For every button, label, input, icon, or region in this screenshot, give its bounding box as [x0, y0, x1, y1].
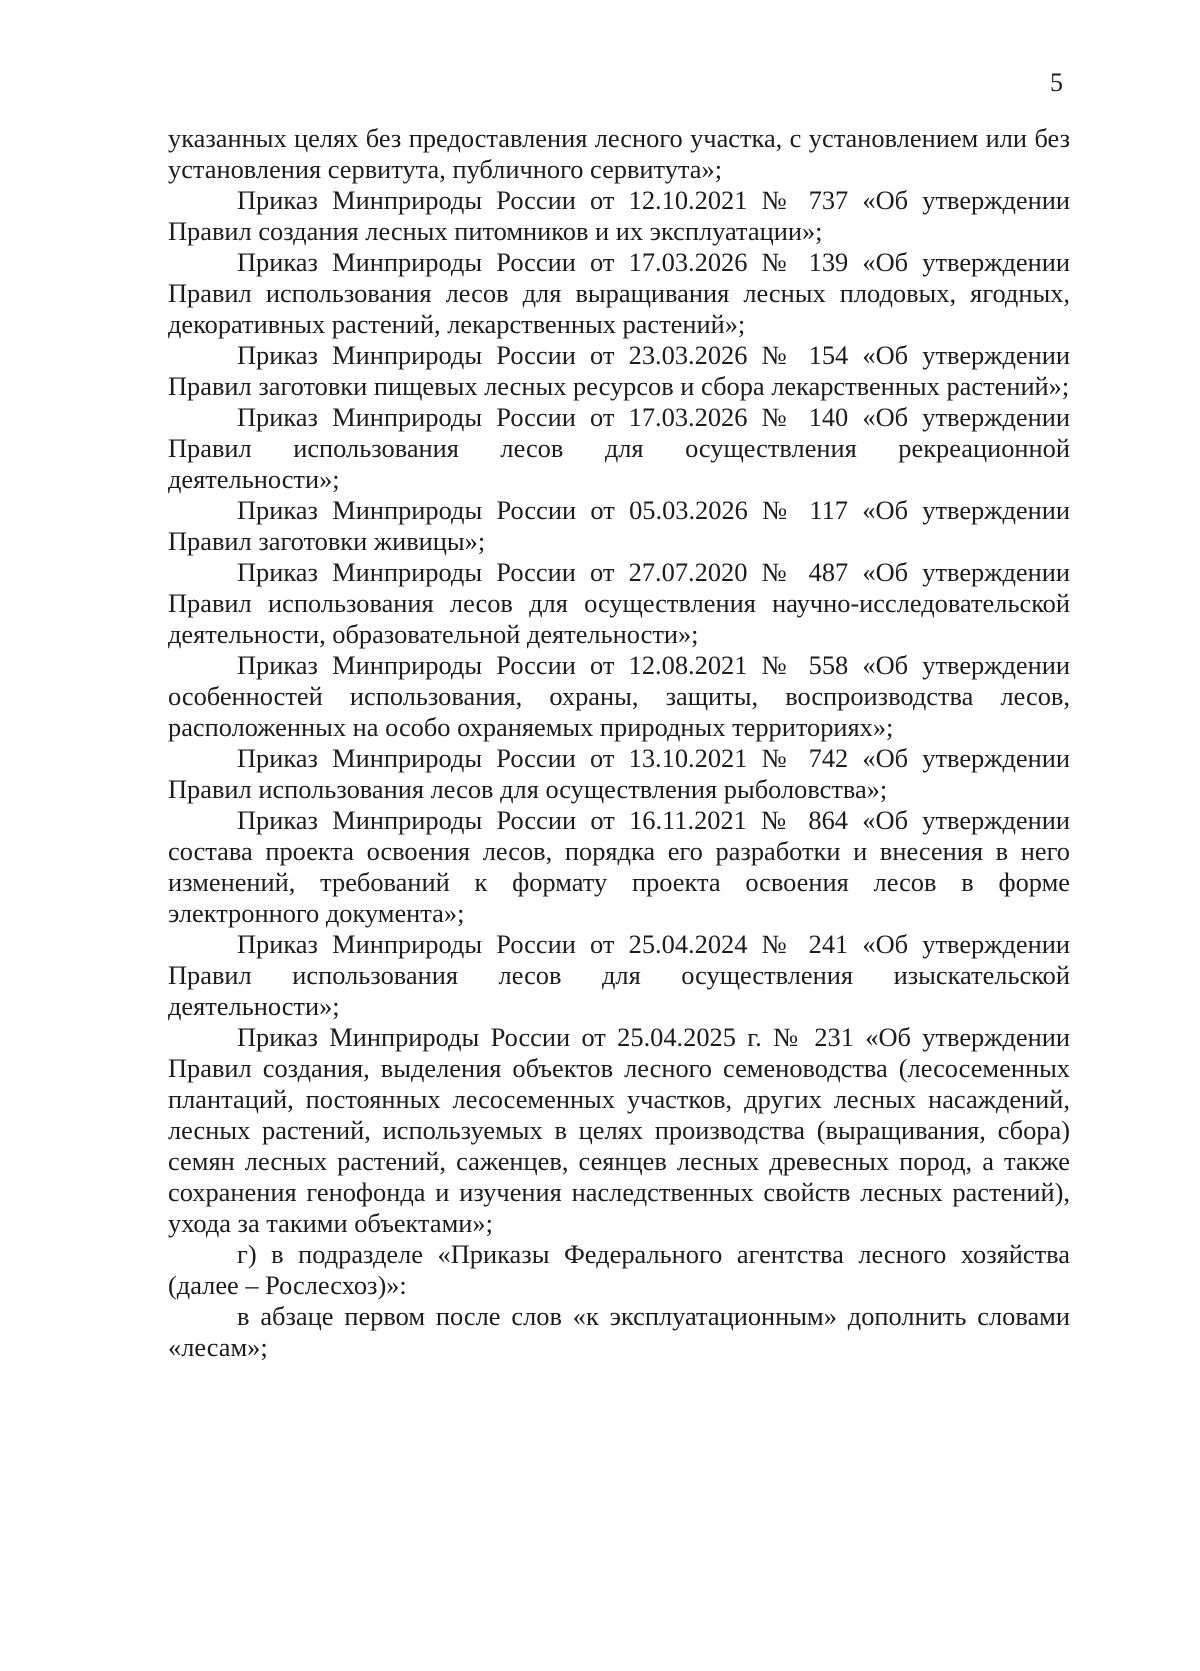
page-number: 5 — [1050, 68, 1063, 97]
paragraph-order-864: Приказ Минприроды России от 16.11.2021 № 864 «Об утверждении состава проекта освоения лесов, порядка его разработки и внесения в него изменений, требований к формату проекта освоения лесов в форме электронного документа»; — [168, 805, 1070, 928]
paragraph-order-139: Приказ Минприроды России от 17.03.2026 № 139 «Об утверждении Правил использования лесов для выращивания лесных плодовых, ягодных, декоративных растений, лекарственных растений»; — [168, 247, 1070, 339]
paragraph-order-154: Приказ Минприроды России от 23.03.2026 № 154 «Об утверждении Правил заготовки пищевых лесных ресурсов и сбора лекарственных растений»; — [168, 340, 1070, 401]
paragraph-order-231: Приказ Минприроды России от 25.04.2025 г. № 231 «Об утверждении Правил создания, выделения объектов лесного семеноводства (лесосеменных плантаций, постоянных лесосеменных участков, других лесных насаждений, лесных растений, используемых в целях производства (выращивания, сбора) семян лесных растений, саженцев, сеянцев лесных древесных пород, а также сохранения генофонда и изучения наследственных свойств лесных растений), ухода за такими объектами»; — [168, 1022, 1070, 1238]
document-body — [168, 123, 1070, 1363]
paragraph-order-487: Приказ Минприроды России от 27.07.2020 № 487 «Об утверждении Правил использования лесов для осуществления научно-исследовательской деятельности, образовательной деятельности»; — [168, 557, 1070, 649]
paragraph-order-737: Приказ Минприроды России от 12.10.2021 № 737 «Об утверждении Правил создания лесных питомников и их эксплуатации»; — [168, 185, 1070, 246]
paragraph-order-117: Приказ Минприроды России от 05.03.2026 № 117 «Об утверждении Правил заготовки живицы»; — [168, 495, 1070, 556]
paragraph-continuation: указанных целях без предоставления лесного участка, с установлением или без установления сервитута, публичного сервитута»; — [168, 123, 1070, 184]
paragraph-order-558: Приказ Минприроды России от 12.08.2021 № 558 «Об утверждении особенностей использования, охраны, защиты, воспроизводства лесов, расположенных на особо охраняемых природных территориях»; — [168, 650, 1070, 742]
paragraph-amendment: в абзаце первом после слов «к эксплуатационным» дополнить словами «лесам»; — [168, 1301, 1070, 1362]
paragraph-order-241: Приказ Минприроды России от 25.04.2024 № 241 «Об утверждении Правил использования лесов для осуществления изыскательской деятельности»; — [168, 929, 1070, 1021]
paragraph-order-140: Приказ Минприроды России от 17.03.2026 № 140 «Об утверждении Правил использования лесов для осуществления рекреационной деятельности»; — [168, 402, 1070, 494]
paragraph-subsection-g: г) в подразделе «Приказы Федерального агентства лесного хозяйства (далее – Рослесхоз)»: — [168, 1239, 1070, 1300]
paragraph-order-742: Приказ Минприроды России от 13.10.2021 № 742 «Об утверждении Правил использования лесов для осуществления рыболовства»; — [168, 743, 1070, 804]
